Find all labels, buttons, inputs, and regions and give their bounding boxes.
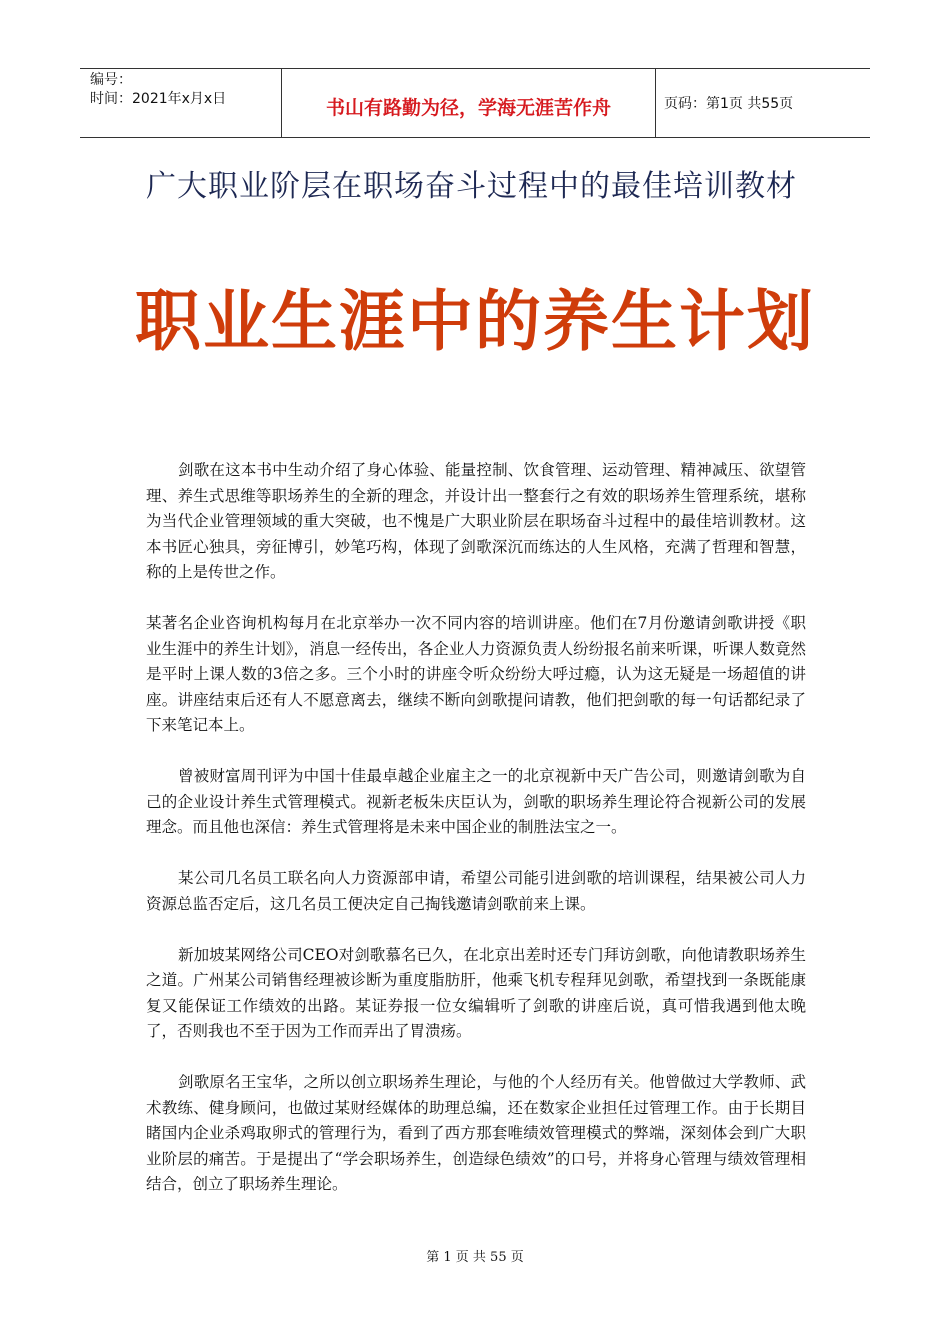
document-subtitle: 广大职业阶层在职场奋斗过程中的最佳培训教材 bbox=[146, 169, 797, 204]
header-page-info bbox=[656, 69, 870, 137]
paragraph: 某公司几名员工联名向人力资源部申请，希望公司能引进剑歌的培训课程，结果被公司人力资源总监否定后，这几名员工便决定自己掏钱邀请剑歌前来上课。 bbox=[146, 869, 806, 913]
document-body bbox=[146, 458, 806, 1223]
page-footer bbox=[0, 1246, 950, 1265]
header-table bbox=[80, 68, 870, 138]
paragraph: 剑歌在这本书中生动介绍了身心体验、能量控制、饮食管理、运动管理、精神减压、欲望管理、养生式思维等职场养生的全新的理念，并设计出一整套行之有效的职场养生管理系统，堪称为当代企业管理领域的重大突破，也不愧是广大职业阶层在职场奋斗过程中的最佳培训教材。这本书匠心独具，旁征博引，妙笔巧构，体现了剑歌深沉而练达的人生风格，充满了哲理和智慧，称的上是传世之作。 bbox=[146, 461, 806, 581]
paragraph: 新加坡某网络公司CEO对剑歌慕名已久，在北京出差时还专门拜访剑歌，向他请教职场养生之道。广州某公司销售经理被诊断为重度脂肪肝，他乘飞机专程拜见剑歌，希望找到一条既能康复又能保证工作绩效的出路。某证券报一位女编辑听了剑歌的讲座后说，真可惜我遇到他太晚了，否则我也不至于因为工作而弄出了胃溃疡。 bbox=[146, 945, 806, 1040]
footer-page-number: 第 1 页 共 55 页 bbox=[426, 1250, 524, 1265]
paragraph: 曾被财富周刊评为中国十佳最卓越企业雇主之一的北京视新中天广告公司，则邀请剑歌为自己的企业设计养生式管理模式。视新老板朱庆臣认为，剑歌的职场养生理论符合视新公司的发展理念。而且他也深信：养生式管理将是未来中国企业的制胜法宝之一。 bbox=[146, 767, 806, 836]
page-info-text: 页码：第1页 共55页 bbox=[664, 96, 794, 112]
paragraph: 某著名企业咨询机构每月在北京举办一次不同内容的培训讲座。他们在7月份邀请剑歌讲授《职业生涯中的养生计划》，消息一经传出，各企业人力资源负责人纷纷报名前来听课，听课人数竟然是平时上课人数的3倍之多。三个小时的讲座令听众纷纷大呼过瘾，认为这无疑是一场超值的讲座。讲座结束后还有人不愿意离去，继续不断向剑歌提问请教，他们把剑歌的每一句话都纪录了下来笔记本上。 bbox=[146, 614, 806, 734]
paragraph: 剑歌原名王宝华，之所以创立职场养生理论，与他的个人经历有关。他曾做过大学教师、武术教练、健身顾问，也做过某财经媒体的助理总编，还在数家企业担任过管理工作。由于长期目睹国内企业杀鸡取卵式的管理行为，看到了西方那套唯绩效管理模式的弊端，深刻体会到广大职业阶层的痛苦。于是提出了“学会职场养生，创造绿色绩效”的口号，并将身心管理与绩效管理相结合，创立了职场养生理论。 bbox=[146, 1073, 806, 1193]
number-label: 编号： bbox=[90, 72, 132, 88]
header-meta bbox=[80, 69, 282, 137]
motto-text: 书山有路勤为径，学海无涯苦作舟 bbox=[325, 96, 611, 119]
document-title: 职业生涯中的养生计划 bbox=[135, 283, 815, 360]
time-label: 时间：2021年x月x日 bbox=[90, 91, 227, 107]
header-motto bbox=[282, 69, 656, 137]
